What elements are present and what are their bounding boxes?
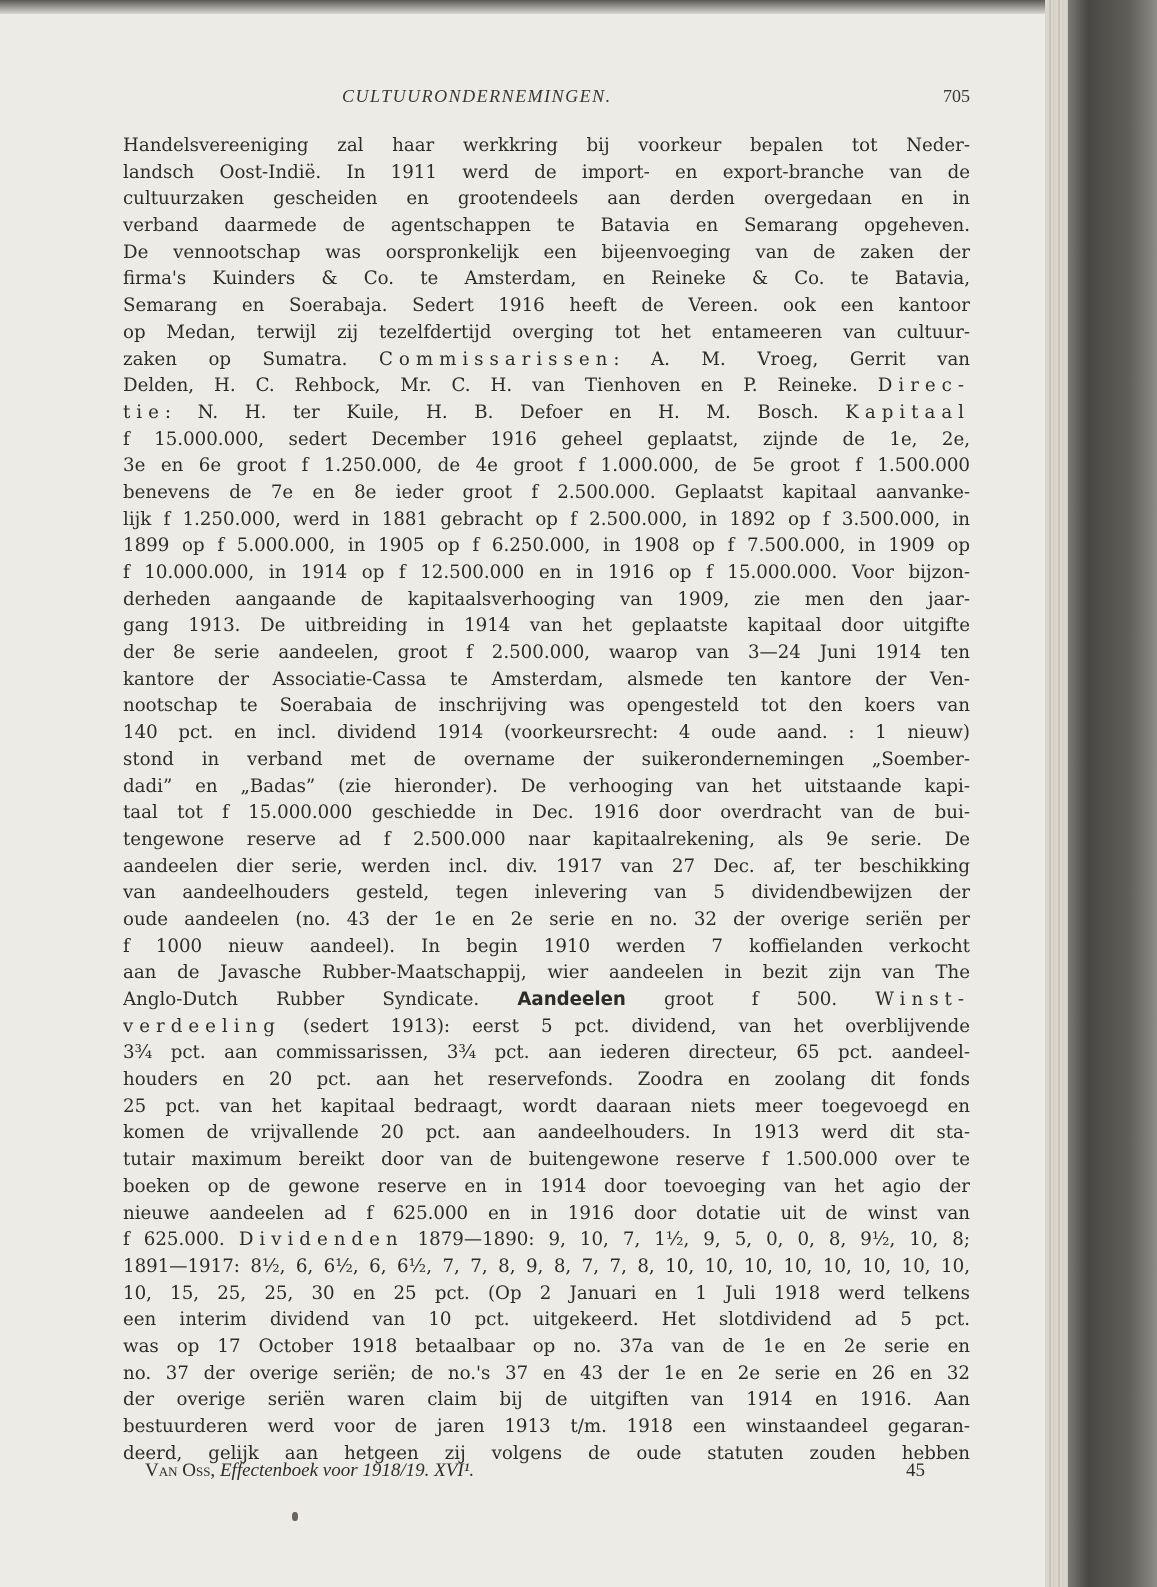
text-line — [123, 133, 970, 160]
text-line — [123, 720, 970, 747]
spaced-emphasis: verdeeling — [123, 1015, 281, 1037]
text-line — [123, 186, 970, 213]
text-run: f 15.000.000, sedert December 1916 geheel geplaatst, zijnde de 1e, 2e, — [123, 428, 970, 450]
text-line — [123, 347, 970, 374]
text-run: firma's Kuinders & Co. te Amsterdam, en Reineke & Co. te Batavia, — [123, 268, 970, 290]
text-run: der overige seriën waren claim bij de uitgiften van 1914 en 1916. Aan — [123, 1389, 970, 1411]
text-run: 3e en 6e groot f 1.250.000, de 4e groot f 1.000.000, de 5e groot f 1.500.000 — [123, 455, 970, 477]
text-line — [123, 373, 970, 400]
text-line — [123, 1334, 970, 1361]
footer-citation — [145, 1460, 474, 1482]
text-run: komen de vrijvallende 20 pct. aan aandeelhouders. In 1913 werd dit sta- — [123, 1122, 970, 1144]
text-line — [123, 266, 970, 293]
text-line — [123, 1094, 970, 1121]
text-run: nieuwe aandeelen ad f 625.000 en in 1916 door dotatie uit de winst van — [123, 1202, 970, 1224]
text-run: kantore der Associatie-Cassa te Amsterdam, alsmede ten kantore der Ven- — [123, 668, 970, 690]
text-run: f 10.000.000, in 1914 op f 12.500.000 en in 1916 op f 15.000.000. Voor bijzon- — [123, 562, 970, 583]
footer-volume: XVI¹. — [434, 1460, 475, 1481]
text-line — [123, 427, 970, 454]
spaced-emphasis: Dividenden — [238, 1229, 404, 1251]
text-run: taal tot f 15.000.000 geschiedde in Dec. 1916 door overdracht van de bui- — [123, 802, 970, 824]
text-line — [123, 1387, 970, 1414]
text-line — [123, 453, 970, 480]
text-line — [123, 1174, 970, 1201]
page-number: 705 — [943, 86, 970, 106]
text-run: 140 pct. en incl. dividend 1914 (voorkeursrecht: 4 oude aand. : 1 nieuw) — [123, 722, 970, 744]
spaced-emphasis: Winst- — [875, 989, 970, 1010]
text-run: lijk f 1.250.000, werd in 1881 gebracht op f 2.500.000, in 1892 op f 3.500.000, in — [123, 508, 970, 530]
text-run: 10, 15, 25, 25, 30 en 25 pct. (Op 2 Januari en 1 Juli 1918 werd telkens — [123, 1282, 970, 1304]
text-run: Anglo-Dutch Rubber Syndicate. — [123, 989, 518, 1010]
text-run: verband daarmede de agentschappen te Batavia en Semarang opgeheven. — [123, 215, 970, 237]
text-run: (sedert 1913): eerst 5 pct. dividend, van het overblijvende — [280, 1015, 970, 1037]
text-line — [123, 1414, 970, 1441]
text-line — [123, 480, 970, 507]
body-text — [123, 133, 970, 1467]
text-run: een interim dividend van 10 pct. uitgekeerd. Het slotdividend ad 5 pct. — [123, 1309, 970, 1331]
text-run: nootschap te Soerabaia de inschrijving was opengesteld tot den koers van — [123, 695, 970, 717]
text-run: 25 pct. van het kapitaal bedraagt, wordt daaraan niets meer toegevoegd en — [123, 1095, 970, 1117]
text-run: f 1000 nieuw aandeel). In begin 1910 werden 7 koffielanden verkocht — [123, 935, 970, 957]
running-title: CULTUURONDERNEMINGEN. — [342, 86, 612, 106]
text-run: Handelsvereeniging zal haar werkkring bij voorkeur bepalen tot Neder- — [123, 135, 970, 156]
text-line — [123, 160, 970, 187]
text-run: deerd, gelijk aan hetgeen zij volgens de oude statuten zouden hebben — [123, 1442, 970, 1464]
text-run: stond in verband met de overname der suikerondernemingen „Soember- — [123, 748, 970, 770]
book-binding-shadow — [1068, 0, 1157, 1587]
spaced-emphasis: Commissarissen — [378, 348, 614, 370]
page-footer — [145, 1460, 925, 1486]
text-run: gang 1913. De uitbreiding in 1914 van het geplaatste kapitaal door uitgifte — [123, 615, 970, 637]
text-line — [123, 320, 970, 347]
text-line — [123, 1254, 970, 1281]
text-line — [123, 854, 970, 881]
text-run: van aandeelhouders gesteld, tegen inlevering van 5 dividendbewijzen der — [123, 882, 970, 904]
page-top-shadow — [0, 0, 1062, 14]
text-run: derheden aangaande de kapitaalsverhooging van 1909, zie men den jaar- — [123, 588, 970, 610]
text-run: bestuurderen werd voor de jaren 1913 t/m. 1918 een winstaandeel gegaran- — [123, 1416, 970, 1437]
text-run: tengewone reserve ad f 2.500.000 naar kapitaalrekening, als 9e serie. De — [123, 828, 970, 850]
text-run: De vennootschap was oorspronkelijk een bijeenvoeging van de zaken der — [123, 241, 970, 263]
text-line — [123, 800, 970, 827]
text-line — [123, 213, 970, 240]
text-line — [123, 827, 970, 854]
text-run: : N. H. ter Kuile, H. B. Defoer en H. M. Bosch. — [164, 401, 846, 423]
text-run: landsch Oost-Indië. In 1911 werd de import- en export-branche van de — [123, 161, 970, 183]
text-line — [123, 960, 970, 987]
text-run: zaken op Sumatra. — [123, 348, 379, 370]
text-line — [123, 240, 970, 267]
text-line — [123, 667, 970, 694]
text-line — [123, 560, 970, 587]
text-line — [123, 774, 970, 801]
text-run: aan de Javasche Rubber-Maatschappij, wier aandeelen in bezit zijn van The — [123, 962, 970, 984]
text-run: 1891—1917: 8½, 6, 6½, 6, 6½, 7, 7, 8, 9, 8, 7, 7, 8, 10, 10, 10, 10, 10, 10, 10, 10, — [123, 1255, 970, 1277]
text-line — [123, 1067, 970, 1094]
footer-title: Effectenboek voor 1918/19. — [219, 1460, 430, 1481]
text-line — [123, 640, 970, 667]
text-line — [123, 613, 970, 640]
text-run: aandeelen dier serie, werden incl. div. 1917 van 27 Dec. af, ter beschikking — [123, 855, 970, 877]
text-line — [123, 1227, 970, 1254]
text-line — [123, 1040, 970, 1067]
text-line — [123, 747, 970, 774]
text-line — [123, 693, 970, 720]
text-run: dadi” en „Badas” (zie hieronder). De verhooging van het uitstaande kapi- — [123, 775, 970, 797]
bold-heading: Aandeelen — [517, 989, 626, 1010]
spaced-emphasis: Kapitaal — [845, 401, 970, 423]
footer-author: Van Oss, — [145, 1460, 216, 1481]
text-run: : A. M. Vroeg, Gerrit van — [613, 348, 970, 370]
text-run: Delden, H. C. Rehbock, Mr. C. H. van Tienhoven en P. Reineke. — [123, 375, 878, 397]
text-line — [123, 1147, 970, 1174]
text-line — [123, 400, 970, 427]
text-run: 3¾ pct. aan commissarissen, 3¾ pct. aan iederen directeur, 65 pct. aandeel- — [123, 1042, 970, 1064]
text-run: der 8e serie aandeelen, groot f 2.500.000, waarop van 3—24 Juni 1914 ten — [123, 642, 970, 664]
ink-speck — [292, 1512, 298, 1521]
text-run: Semarang en Soerabaja. Sedert 1916 heeft de Vereen. ook een kantoor — [123, 295, 970, 317]
text-run: oude aandeelen (no. 43 der 1e en 2e serie en no. 32 der overige seriën per — [123, 908, 970, 930]
text-run: 1899 op f 5.000.000, in 1905 op f 6.250.000, in 1908 op f 7.500.000, in 1909 op — [123, 535, 970, 557]
text-run: groot f 500. — [625, 989, 876, 1010]
text-run: tutair maximum bereikt door van de buitengewone reserve f 1.500.000 over te — [123, 1149, 970, 1171]
text-run: houders en 20 pct. aan het reservefonds. Zoodra en zoolang dit fonds — [123, 1069, 970, 1091]
text-line — [123, 1361, 970, 1388]
text-line — [123, 533, 970, 560]
text-line — [123, 293, 970, 320]
text-run: cultuurzaken gescheiden en grootendeels aan derden overgedaan en in — [123, 188, 970, 210]
text-run: was op 17 October 1918 betaalbaar op no. 37a van de 1e en 2e serie en — [123, 1335, 970, 1357]
text-line — [123, 880, 970, 907]
text-line — [123, 1281, 970, 1308]
text-run: no. 37 der overige seriën; de no.'s 37 en 43 der 1e en 2e serie en 26 en 32 — [123, 1362, 970, 1384]
text-line — [123, 507, 970, 534]
text-line — [123, 907, 970, 934]
text-line — [123, 587, 970, 614]
spaced-emphasis: tie — [123, 401, 165, 423]
text-line — [123, 1307, 970, 1334]
text-line — [123, 1201, 970, 1228]
text-run: f 625.000. — [123, 1229, 239, 1251]
text-run: 1879—1890: 9, 10, 7, 1½, 9, 5, 0, 0, 8, 9½, 10, 8; — [403, 1229, 970, 1251]
text-line — [123, 934, 970, 961]
text-line — [123, 1120, 970, 1147]
spaced-emphasis: Direc- — [877, 375, 970, 397]
text-line — [123, 1014, 970, 1041]
page-header — [120, 86, 970, 110]
text-line — [123, 987, 970, 1014]
signature-mark: 45 — [906, 1460, 925, 1481]
text-run: benevens de 7e en 8e ieder groot f 2.500.000. Geplaatst kapitaal aanvanke- — [123, 481, 970, 503]
text-run: boeken op de gewone reserve en in 1914 door toevoeging van het agio der — [123, 1175, 970, 1197]
text-run: op Medan, terwijl zij tezelfdertijd overging tot het entameeren van cultuur- — [123, 321, 970, 343]
